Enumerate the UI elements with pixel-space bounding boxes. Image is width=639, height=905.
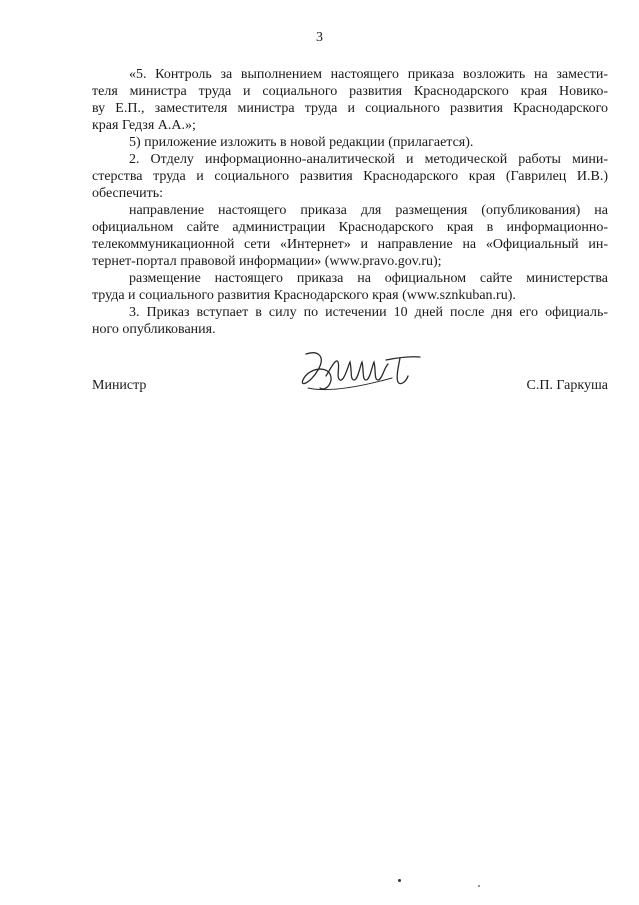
- document-body: [92, 66, 608, 338]
- text-line: 5) приложение изложить в новой редакции (прилагается).: [129, 135, 474, 150]
- text-line: тернет-портал правовой информации» (www.pravo.gov.ru);: [92, 254, 442, 269]
- text-line: телекоммуникационной сети «Интернет» и направление на «Официальный ин-: [92, 237, 608, 252]
- text-line: стерства труда и социального развития Краснодарского края (Гаврилец И.В.): [92, 169, 608, 184]
- text-line: теля министра труда и социального развития Краснодарского края Новико-: [92, 84, 608, 99]
- paragraph-item-2: [92, 151, 608, 202]
- text-line: направление настоящего приказа для размещения (опубликования) на: [129, 203, 608, 218]
- paragraph-appendix-clause: [92, 134, 608, 151]
- text-line: 2. Отделу информационно-аналитической и методической работы мини-: [129, 152, 608, 167]
- scan-speck: [398, 879, 401, 882]
- text-line: края Гедзя А.А.»;: [92, 118, 196, 133]
- signatory-position: Министр: [92, 378, 147, 393]
- text-line: труда и социального развития Краснодарского края (www.sznkuban.ru).: [92, 288, 516, 303]
- paragraph-control-clause: [92, 66, 608, 134]
- text-line: официальном сайте администрации Краснодарского края в информационно-: [92, 220, 608, 235]
- text-line: размещение настоящего приказа на официальном сайте министерства: [129, 271, 608, 286]
- scan-speck: [478, 885, 480, 887]
- paragraph-site-placement: [92, 270, 608, 304]
- page-number: 3: [316, 30, 323, 45]
- text-line: 3. Приказ вступает в силу по истечении 10 дней после дня его официаль-: [129, 305, 608, 320]
- handwritten-signature: [296, 348, 426, 396]
- text-line: ного опубликования.: [92, 322, 216, 337]
- paragraph-publication-direction: [92, 202, 608, 270]
- paragraph-item-3: [92, 304, 608, 338]
- text-line: ву Е.П., заместителя министра труда и социального развития Краснодарского: [92, 101, 608, 116]
- signatory-name: С.П. Гаркуша: [526, 378, 608, 393]
- text-line: «5. Контроль за выполнением настоящего приказа возложить на замести-: [129, 67, 608, 82]
- text-line: обеспечить:: [92, 186, 163, 201]
